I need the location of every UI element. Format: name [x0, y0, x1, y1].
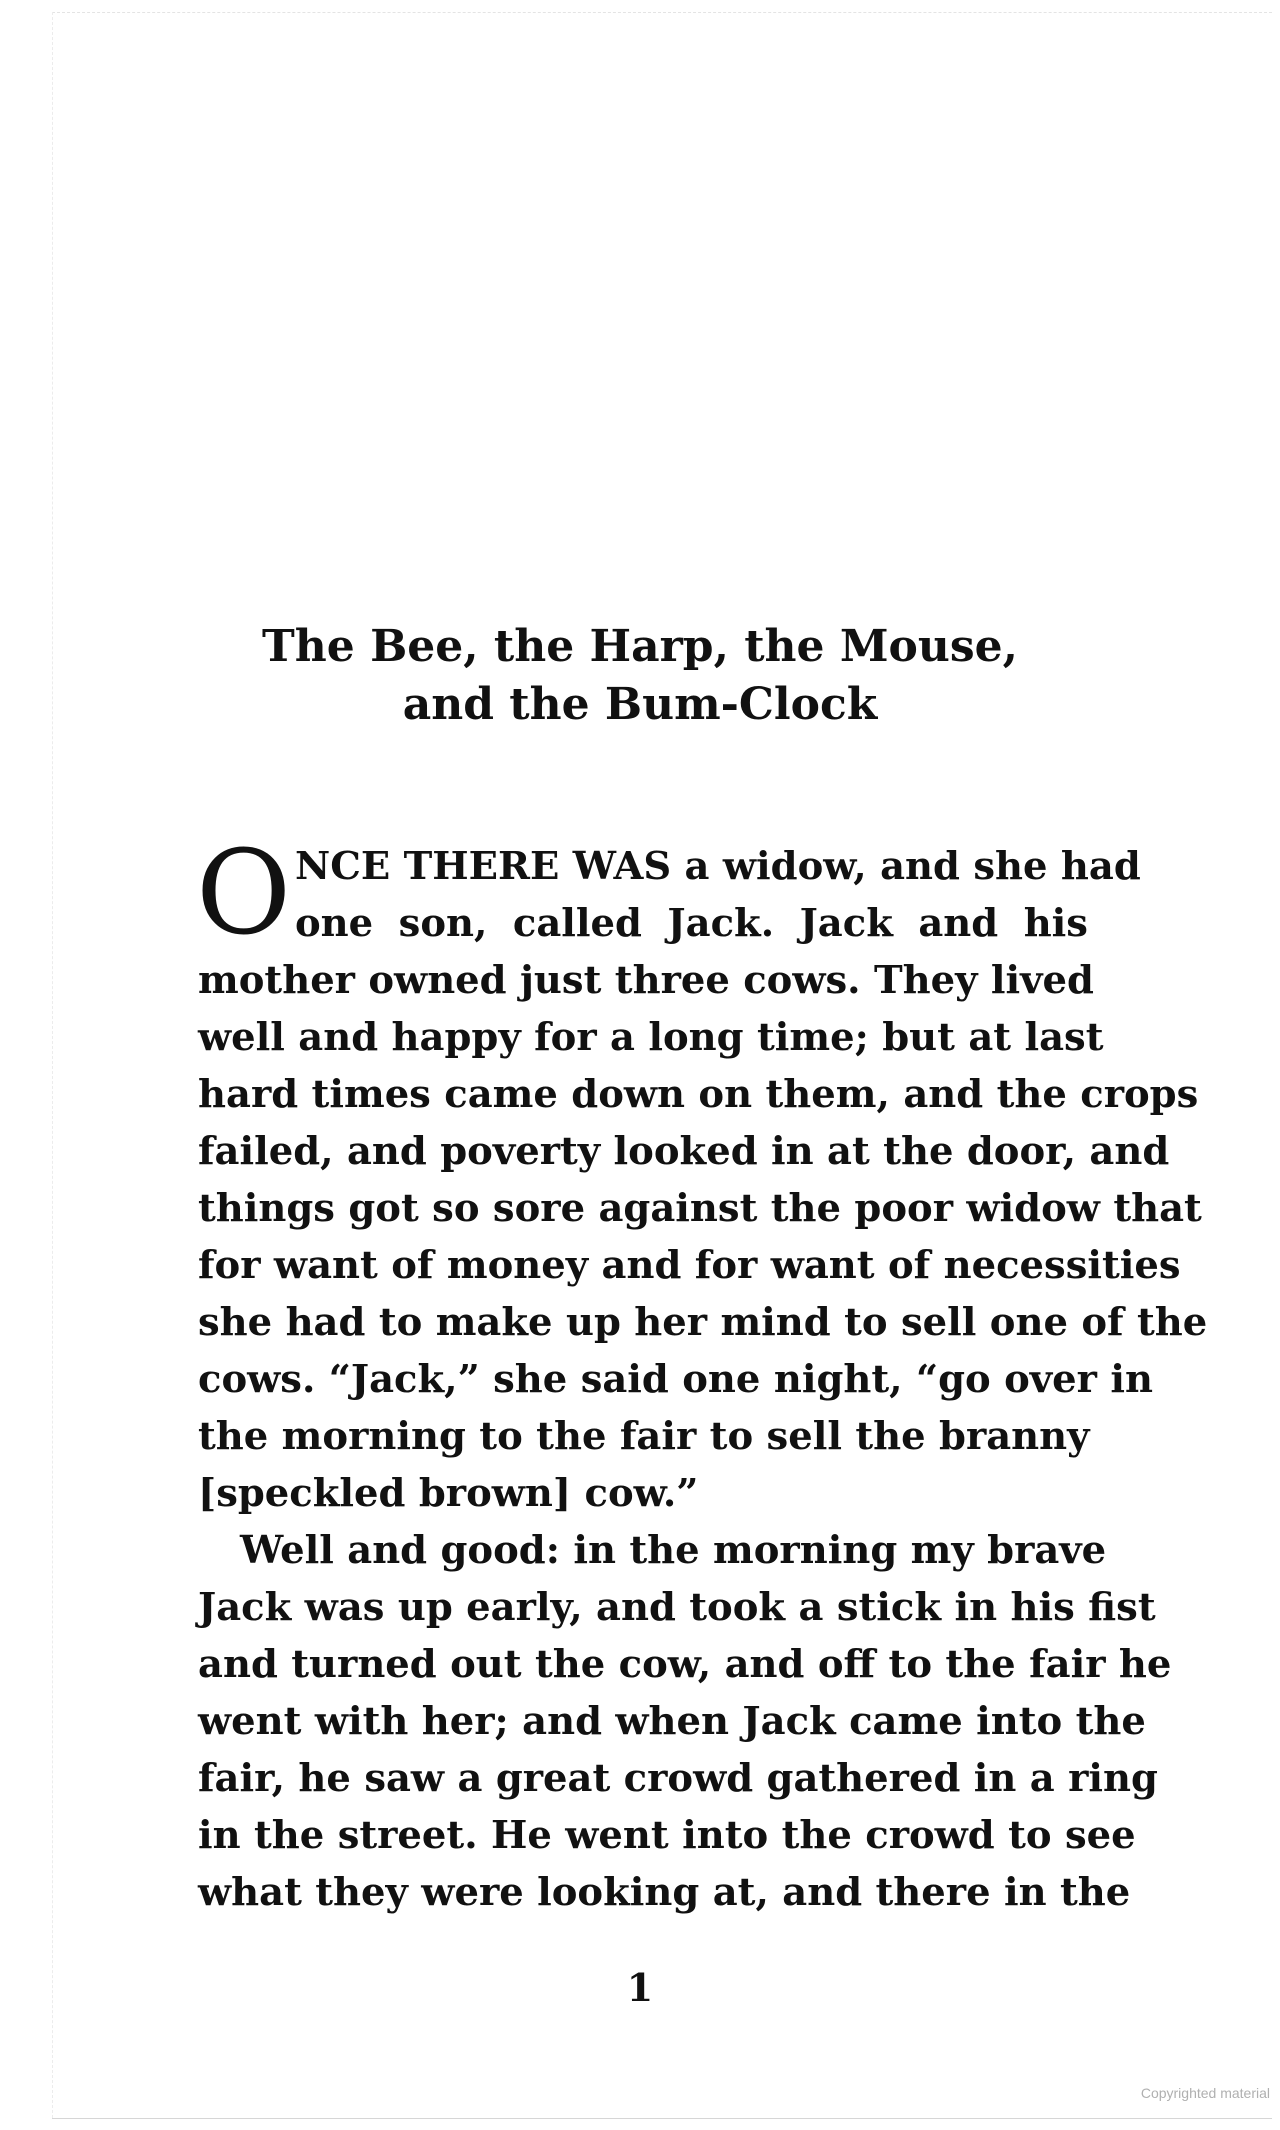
- paragraph-1-line: one son, called Jack. Jack and his: [295, 901, 1088, 946]
- drop-cap: O: [196, 826, 292, 961]
- paragraph-2-line: went with her; and when Jack came into the: [198, 1699, 1146, 1744]
- copyright-watermark: Copyrighted material: [1140, 2085, 1270, 2101]
- page-edge-bottom: [52, 2118, 1272, 2119]
- paragraph-2-line: fair, he saw a great crowd gathered in a ring: [198, 1756, 1158, 1801]
- paragraph-2: [198, 1522, 1172, 1921]
- story-title-line-2: and the Bum-Clock: [402, 679, 878, 730]
- paragraph-1-line: well and happy for a long time; but at last: [198, 1015, 1104, 1060]
- paragraph-1-line: she had to make up her mind to sell one of the: [198, 1300, 1208, 1345]
- paragraph-1-line: cows. “Jack,” she said one night, “go over in: [198, 1357, 1153, 1402]
- paragraph-1-line: the morning to the fair to sell the branny: [198, 1414, 1090, 1459]
- paragraph-1-line: things got so sore against the poor widow that: [198, 1186, 1202, 1231]
- paragraph-1-line: [speckled brown] cow.”: [198, 1471, 699, 1516]
- paragraph-2-line: Well and good: in the morning my brave: [240, 1528, 1107, 1573]
- page-edge-top: [52, 12, 1272, 13]
- page-number: 1: [626, 1965, 654, 2010]
- paragraph-1-line: mother owned just three cows. They lived: [198, 958, 1094, 1003]
- story-title-line-1: The Bee, the Harp, the Mouse,: [262, 621, 1018, 672]
- paragraph-2-line: what they were looking at, and there in the: [198, 1870, 1131, 1915]
- paragraph-2-line: and turned out the cow, and off to the fair he: [198, 1642, 1172, 1687]
- paragraph-1-line: for want of money and for want of necessities: [198, 1243, 1181, 1288]
- paragraph-2-line: in the street. He went into the crowd to see: [198, 1813, 1136, 1858]
- story-title: [140, 618, 1140, 734]
- paragraph-1: [196, 826, 1208, 1522]
- paragraph-1-line: NCE THERE WAS a widow, and she had: [295, 844, 1141, 889]
- paragraph-1-line: failed, and poverty looked in at the door, and: [198, 1129, 1170, 1174]
- page-edge-left: [52, 12, 53, 2118]
- paragraph-1-line: hard times came down on them, and the crops: [198, 1072, 1199, 1117]
- paragraph-2-line: Jack was up early, and took a stick in his fist: [198, 1585, 1156, 1630]
- story-body: [196, 826, 1208, 1921]
